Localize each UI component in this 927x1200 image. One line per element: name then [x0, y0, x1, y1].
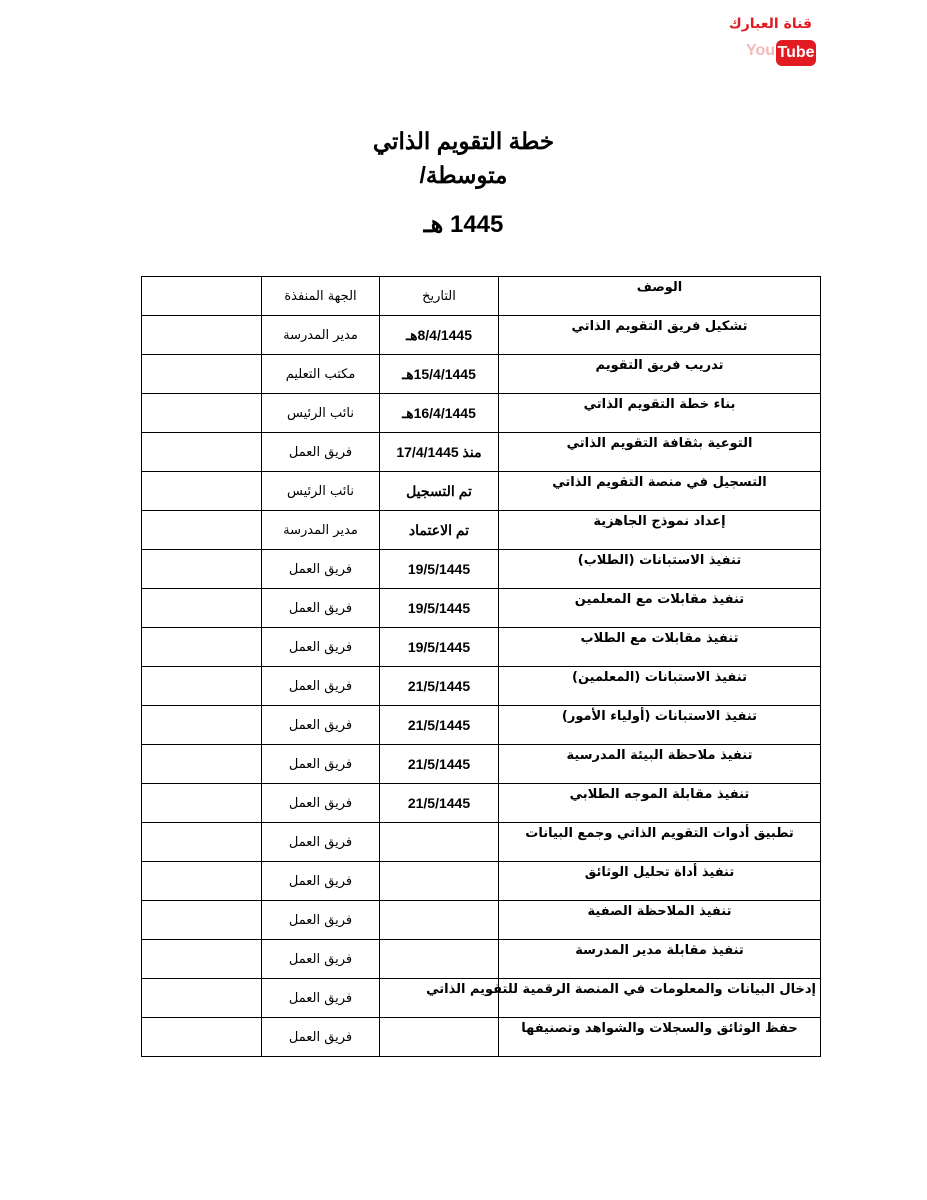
row-executor: فريق العمل — [262, 901, 380, 940]
row-empty-cell — [142, 316, 262, 355]
row-desc: التسجيل في منصة التقويم الذاتي — [499, 472, 821, 511]
row-executor: فريق العمل — [262, 550, 380, 589]
header-executor: الجهة المنفذة — [262, 277, 380, 316]
row-empty-cell — [142, 511, 262, 550]
row-desc: تنفيذ الاستبانات (أولياء الأمور) — [499, 706, 821, 745]
table-header-row — [142, 277, 821, 316]
row-desc: تدريب فريق التقويم — [499, 355, 821, 394]
row-executor: فريق العمل — [262, 784, 380, 823]
table-row — [142, 316, 821, 355]
table-row — [142, 667, 821, 706]
row-executor: فريق العمل — [262, 823, 380, 862]
row-date: 16/4/1445هـ — [380, 394, 499, 433]
row-date: تم التسجيل — [380, 472, 499, 511]
row-date: منذ 17/4/1445 — [380, 433, 499, 472]
row-date: 19/5/1445 — [380, 628, 499, 667]
row-empty-cell — [142, 355, 262, 394]
row-date: 21/5/1445 — [380, 667, 499, 706]
table-row — [142, 550, 821, 589]
row-executor: مدير المدرسة — [262, 316, 380, 355]
row-date: تم الاعتماد — [380, 511, 499, 550]
table-row — [142, 472, 821, 511]
row-date — [380, 940, 499, 979]
row-date: 21/5/1445 — [380, 784, 499, 823]
channel-name: قناة العبارك — [728, 16, 812, 32]
row-empty-cell — [142, 784, 262, 823]
row-desc: تنفيذ ملاحظة البيئة المدرسية — [499, 745, 821, 784]
row-executor: فريق العمل — [262, 667, 380, 706]
row-executor: فريق العمل — [262, 862, 380, 901]
row-desc: بناء خطة التقويم الذاتي — [499, 394, 821, 433]
table-row — [142, 589, 821, 628]
header-date: التاريخ — [380, 277, 499, 316]
row-date — [380, 1018, 499, 1057]
school-name-line: متوسطة/ — [419, 162, 508, 188]
logo-tube-badge: Tube — [776, 40, 816, 66]
row-empty-cell — [142, 433, 262, 472]
row-empty-cell — [142, 862, 262, 901]
youtube-channel-logo — [728, 12, 816, 72]
row-executor: فريق العمل — [262, 745, 380, 784]
row-executor: فريق العمل — [262, 628, 380, 667]
row-empty-cell — [142, 940, 262, 979]
row-empty-cell — [142, 745, 262, 784]
row-empty-cell — [142, 979, 262, 1018]
row-date: 21/5/1445 — [380, 706, 499, 745]
row-empty-cell — [142, 901, 262, 940]
row-desc: تنفيذ مقابلة الموجه الطلابي — [499, 784, 821, 823]
table-row — [142, 394, 821, 433]
row-executor: نائب الرئيس — [262, 472, 380, 511]
row-date — [380, 823, 499, 862]
table-row — [142, 940, 821, 979]
header-empty-cell — [142, 277, 262, 316]
table-row — [142, 784, 821, 823]
row-executor: فريق العمل — [262, 433, 380, 472]
row-empty-cell — [142, 472, 262, 511]
table-row — [142, 745, 821, 784]
row-date — [380, 901, 499, 940]
row-desc: تنفيذ مقابلة مدير المدرسة — [499, 940, 821, 979]
row-desc: إدخال البيانات والمعلومات في المنصة الرقمية للتقويم الذاتي — [499, 979, 821, 1018]
table-row — [142, 628, 821, 667]
row-desc: تنفيذ مقابلات مع المعلمين — [499, 589, 821, 628]
table-row — [142, 433, 821, 472]
row-empty-cell — [142, 706, 262, 745]
row-executor: مدير المدرسة — [262, 511, 380, 550]
row-empty-cell — [142, 1018, 262, 1057]
row-empty-cell — [142, 589, 262, 628]
row-desc: تنفيذ الاستبانات (المعلمين) — [499, 667, 821, 706]
row-empty-cell — [142, 550, 262, 589]
row-desc: تشكيل فريق التقويم الذاتي — [499, 316, 821, 355]
row-desc: تنفيذ الملاحظة الصفية — [499, 901, 821, 940]
row-date: 15/4/1445هـ — [380, 355, 499, 394]
row-date — [380, 862, 499, 901]
row-empty-cell — [142, 823, 262, 862]
row-empty-cell — [142, 394, 262, 433]
table-row — [142, 706, 821, 745]
row-executor: فريق العمل — [262, 589, 380, 628]
row-desc: إعداد نموذج الجاهزية — [499, 511, 821, 550]
row-desc: تنفيذ الاستبانات (الطلاب) — [499, 550, 821, 589]
row-executor: مكتب التعليم — [262, 355, 380, 394]
year-line: 1445 هـ — [423, 211, 504, 238]
row-desc: تنفيذ أداة تحليل الوثائق — [499, 862, 821, 901]
plan-table — [141, 276, 821, 1057]
table-row — [142, 979, 821, 1018]
row-date: 19/5/1445 — [380, 589, 499, 628]
row-executor: فريق العمل — [262, 940, 380, 979]
table-row — [142, 823, 821, 862]
row-executor: فريق العمل — [262, 979, 380, 1018]
row-desc: تطبيق أدوات التقويم الذاتي وجمع البيانات — [499, 823, 821, 862]
row-desc: تنفيذ مقابلات مع الطلاب — [499, 628, 821, 667]
logo-you-text: You — [746, 42, 776, 59]
row-desc: حفظ الوثائق والسجلات والشواهد وتصنيفها — [499, 1018, 821, 1057]
table-row — [142, 901, 821, 940]
row-desc: التوعية بثقافة التقويم الذاتي — [499, 433, 821, 472]
row-date: 19/5/1445 — [380, 550, 499, 589]
table-row — [142, 511, 821, 550]
row-empty-cell — [142, 667, 262, 706]
page-title: خطة التقويم الذاتي — [372, 128, 555, 154]
row-empty-cell — [142, 628, 262, 667]
row-date: 8/4/1445هـ — [380, 316, 499, 355]
row-date: 21/5/1445 — [380, 745, 499, 784]
table-row — [142, 1018, 821, 1057]
table-row — [142, 355, 821, 394]
header-desc: الوصف — [499, 277, 821, 316]
table-row — [142, 862, 821, 901]
row-executor: نائب الرئيس — [262, 394, 380, 433]
row-executor: فريق العمل — [262, 1018, 380, 1057]
row-executor: فريق العمل — [262, 706, 380, 745]
